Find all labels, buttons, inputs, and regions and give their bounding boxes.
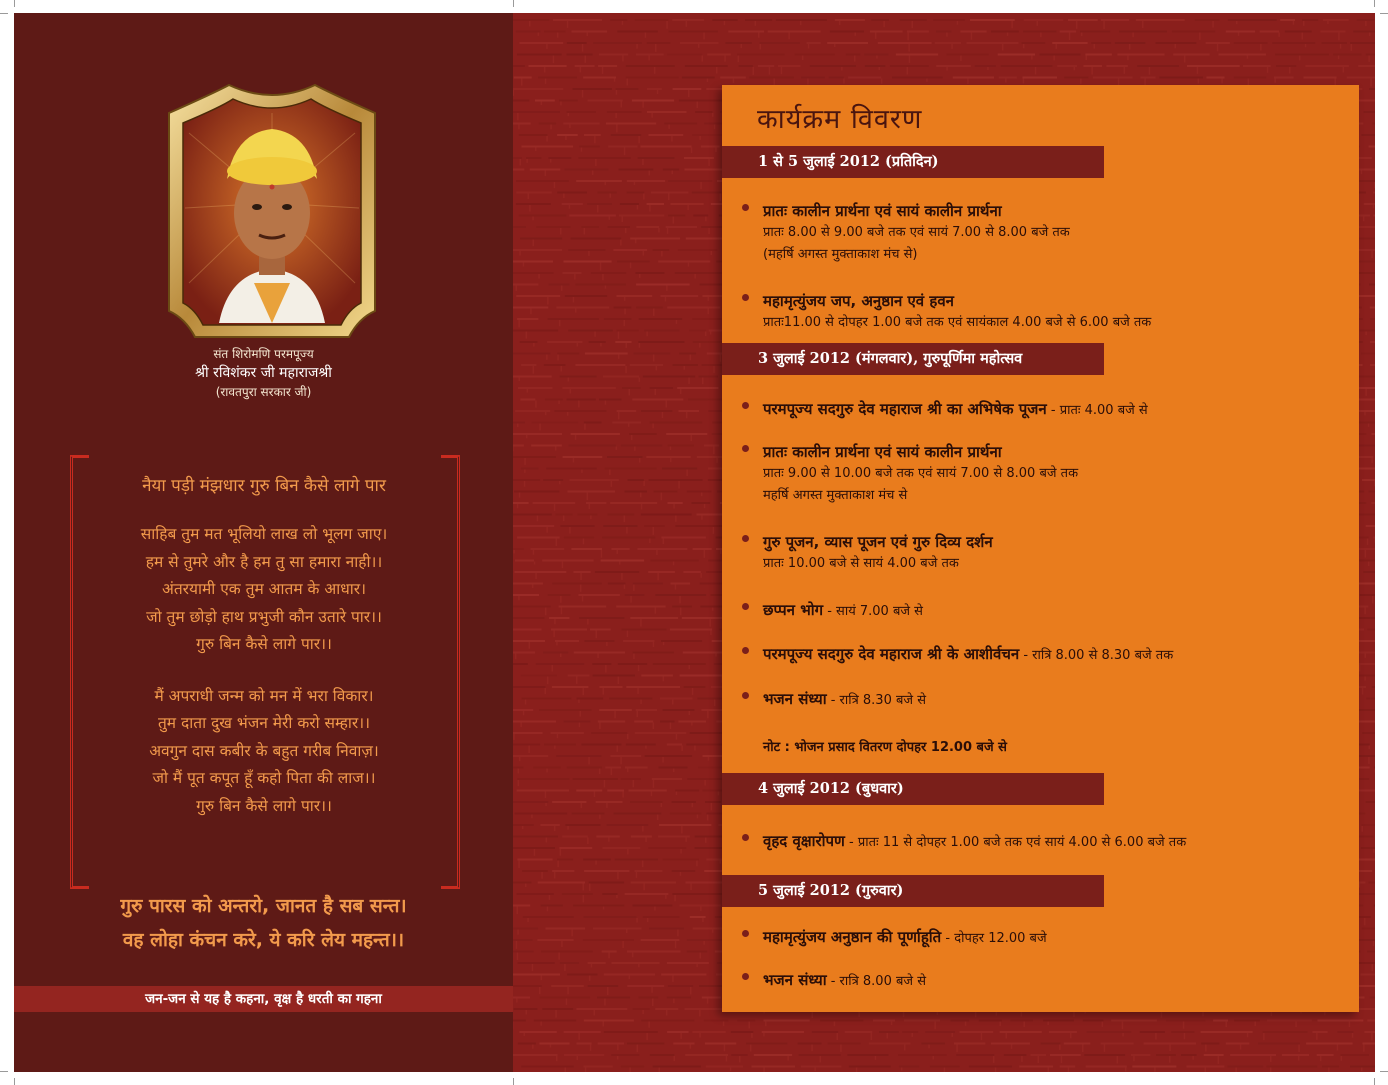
item-detail: प्रातः 8.00 से 9.00 बजे तक एवं सायं 7.00 से 8.00 बजे तक — [763, 225, 1070, 240]
list-item — [742, 926, 1342, 950]
poem-line: तुम दाता दुख भंजन मेरी करो सम्हार।। — [157, 714, 371, 732]
item-title: भजन संध्या — [763, 971, 827, 989]
section-heading-daily: 1 से 5 जुलाई 2012 (प्रतिदिन) — [722, 146, 1104, 178]
item-title: वृहद वृक्षारोपण — [763, 832, 845, 850]
item-time: - प्रातः 11 से दोपहर 1.00 बजे तक एवं सायं 4.00 से 6.00 बजे तक — [844, 835, 1187, 850]
bullet-icon — [742, 647, 749, 654]
item-title: छप्पन भोग — [763, 601, 824, 619]
list-item — [742, 688, 1342, 712]
item-time: - प्रातः 4.00 बजे से — [1046, 403, 1148, 418]
poem-stanza-2 — [84, 683, 444, 821]
item-time: - रात्रि 8.00 बजे से — [826, 974, 926, 989]
bullet-icon — [742, 402, 749, 409]
item-time: - रात्रि 8.00 से 8.30 बजे तक — [1019, 648, 1174, 663]
list-item — [742, 599, 1342, 623]
list-item — [742, 531, 1342, 575]
footer-slogan: जन-जन से यह है कहना, वृक्ष है धरती का गहना — [14, 986, 513, 1012]
bullet-icon — [742, 445, 749, 452]
item-detail: प्रातः 10.00 बजे से सायं 4.00 बजे तक — [763, 556, 959, 571]
item-time: - सायं 7.00 बजे से — [823, 604, 923, 619]
item-title: महामृत्युंजय अनुष्ठान की पूर्णाहूति — [763, 928, 942, 946]
section-heading-thursday: 5 जुलाई 2012 (गुरुवार) — [722, 875, 1104, 907]
list-item — [742, 969, 1342, 993]
list-item — [742, 441, 1342, 507]
bullet-icon — [742, 535, 749, 542]
bullet-icon — [742, 973, 749, 980]
doha — [14, 889, 513, 957]
list-item — [742, 643, 1342, 667]
item-detail: प्रातः 9.00 से 10.00 बजे तक एवं सायं 7.00 से 8.00 बजे तक — [763, 466, 1079, 481]
schedule-title: कार्यक्रम विवरण — [757, 104, 923, 135]
bullet-icon — [742, 204, 749, 211]
note-text: नोट : भोजन प्रसाद वितरण दोपहर 12.00 बजे से — [763, 740, 1007, 755]
item-time: - दोपहर 12.00 बजे — [941, 931, 1047, 946]
section-heading-gurupurnima: 3 जुलाई 2012 (मंगलवार), गुरुपूर्णिमा महोत्सव — [722, 343, 1104, 375]
item-title: प्रातः कालीन प्रार्थना एवं सायं कालीन प्रार्थना — [763, 443, 1002, 461]
right-panel — [513, 13, 1375, 1072]
item-title: गुरु पूजन, व्यास पूजन एवं गुरु दिव्य दर्शन — [763, 533, 993, 551]
item-title: परमपूज्य सदगुरु देव महाराज श्री का अभिषेक पूजन — [763, 400, 1047, 418]
guru-title: (रावतपुरा सरकार जी) — [215, 385, 312, 399]
poem — [84, 471, 444, 844]
poem-line: जो तुम छोड़ो हाथ प्रभुजी कौन उतारे पार।। — [146, 607, 382, 626]
item-detail: (महर्षि अगस्त मुक्ताकाश मंच से) — [763, 247, 918, 262]
guru-name: श्री रविशंकर जी महाराजश्री — [195, 365, 332, 381]
poem-heading: नैया पड़ी मंझधार गुरु बिन कैसे लागे पार — [142, 476, 386, 496]
bullet-icon — [742, 834, 749, 841]
item-detail: प्रातः11.00 से दोपहर 1.00 बजे तक एवं सायंकाल 4.00 बजे से 6.00 बजे तक — [763, 315, 1152, 330]
guru-caption — [14, 345, 513, 401]
bullet-icon — [742, 294, 749, 301]
poem-line: साहिब तुम मत भूलियो लाख लो भूलग जाए। — [140, 525, 388, 543]
poem-line: अवगुन दास कबीर के बहुत गरीब निवाज़। — [149, 741, 379, 760]
left-panel — [14, 13, 513, 1072]
list-item — [742, 830, 1342, 854]
guru-honorific: संत शिरोमणि परमपूज्य — [213, 347, 314, 361]
poem-line: गुरु बिन कैसे लागे पार।। — [196, 796, 332, 815]
poem-line: जो मैं पूत कपूत हूँ कहो पिता की लाज।। — [152, 769, 376, 787]
poem-stanza-1 — [84, 521, 444, 659]
guru-portrait — [159, 83, 385, 339]
item-title: परमपूज्य सदगुरु देव महाराज श्री के आशीर्वचन — [763, 645, 1020, 663]
item-title: प्रातः कालीन प्रार्थना एवं सायं कालीन प्रार्थना — [763, 202, 1002, 220]
doha-line-1: गुरु पारस को अन्तरो, जानत है सब सन्त। — [120, 895, 407, 917]
item-title: महामृत्युंजय जप, अनुष्ठान एवं हवन — [763, 292, 955, 310]
item-title: भजन संध्या — [763, 690, 827, 708]
poem-line: मैं अपराधी जन्म को मन में भरा विकार। — [154, 686, 374, 705]
doha-line-2: वह लोहा कंचन करे, ये करि लेय महन्त।। — [122, 929, 405, 951]
list-item — [742, 398, 1342, 422]
poem-line: अंतरयामी एक तुम आतम के आधार। — [162, 580, 366, 598]
section-heading-wednesday: 4 जुलाई 2012 (बुधवार) — [722, 773, 1104, 805]
list-item — [742, 200, 1342, 266]
poem-line: हम से तुमरे और है हम तु सा हमारा नाही।। — [145, 552, 383, 571]
list-item — [742, 290, 1342, 334]
schedule-card — [722, 85, 1359, 1012]
poem-line: गुरु बिन कैसे लागे पार।। — [196, 635, 332, 653]
bullet-icon — [742, 692, 749, 699]
bullet-icon — [742, 930, 749, 937]
bullet-icon — [742, 603, 749, 610]
item-time: - रात्रि 8.30 बजे से — [826, 693, 926, 708]
item-detail: महर्षि अगस्त मुक्ताकाश मंच से — [763, 488, 908, 503]
